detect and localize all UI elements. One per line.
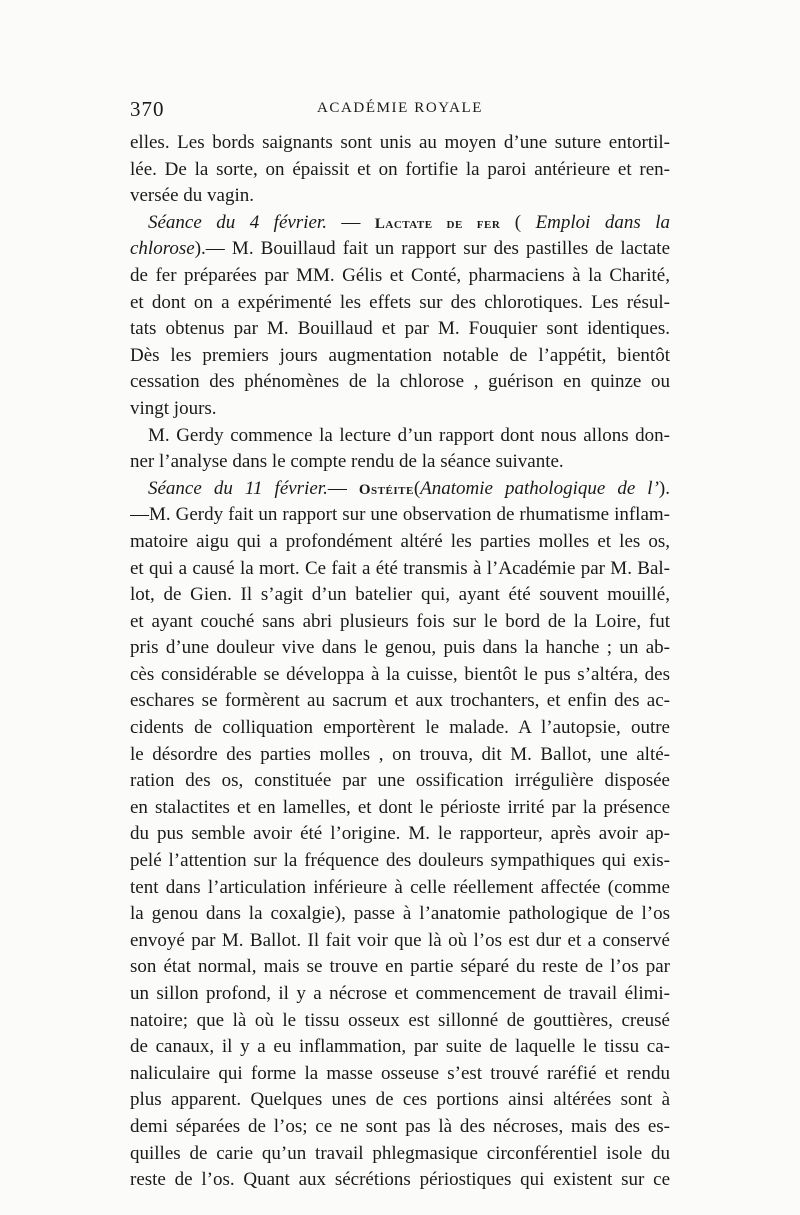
text-segment: ration des os, constituée par une ossification irrégulière disposée: [130, 770, 670, 792]
text-line: [130, 449, 670, 476]
italic-text: Séance du 4 février.: [148, 211, 327, 233]
text-line: [130, 476, 670, 503]
text-segment: la genou dans la coxalgie), passe à l’anatomie pathologique de l’os: [130, 903, 670, 925]
text-segment: naliculaire qui forme la masse osseuse s’est trouvé raréfié et rendu: [130, 1062, 670, 1084]
text-segment: reste de l’os. Quant aux sécrétions périostiques qui existent sur ce: [130, 1169, 670, 1191]
text-line: [130, 795, 670, 822]
text-line: [130, 369, 670, 396]
text-line: [130, 635, 670, 662]
text-line: [130, 1167, 670, 1194]
text-line: [130, 821, 670, 848]
text-segment: natoire; que là où le tissu osseux est sillonné de gouttières, creusé: [130, 1009, 670, 1031]
italic-text: Séance du 11 février.: [148, 477, 328, 499]
text-segment: eschares se formèrent au sacrum et aux trochanters, et enfin des ac-: [130, 690, 670, 712]
text-segment: un sillon profond, il y a nécrose et commencement de travail élimi-: [130, 983, 670, 1004]
text-segment: tent dans l’articulation inférieure à celle réellement affectée (comme: [130, 876, 670, 898]
text-line: [130, 529, 670, 556]
text-segment: son état normal, mais se trouve en partie séparé du reste de l’os par: [130, 956, 670, 978]
text-segment: et qui a causé la mort. Ce fait a été transmis à l’Académie par M. Bal-: [130, 557, 670, 579]
text-segment: ).— M. Bouillaud fait un rapport sur des pastilles de lactate: [194, 238, 670, 260]
text-segment: cès considérable se développa à la cuisse, bientôt le pus s’altéra, des: [130, 663, 670, 685]
text-segment: et ayant couché sans abri plusieurs fois sur le bord de la Loire, fut: [130, 610, 670, 632]
text-segment: plus apparent. Quelques unes de ces portions ainsi altérées sont à: [130, 1089, 670, 1111]
text-segment: M. Gerdy commence la lecture d’un rapport dont nous allons don-: [148, 424, 670, 446]
text-segment: ner l’analyse dans le compte rendu de la séance suivante.: [130, 451, 564, 473]
text-segment: lot, de Gien. Il s’agit d’un batelier qui, ayant été souvent mouillé,: [130, 584, 670, 606]
italic-text: Emploi dans la: [535, 211, 670, 233]
text-segment: vingt jours.: [130, 397, 217, 419]
text-segment: quilles de carie qu’un travail phlegmasique circonférentiel isole du: [130, 1142, 670, 1164]
text-segment: —M. Gerdy fait un rapport sur une observation de rhumatisme inflam-: [130, 504, 670, 526]
text-line: [130, 1141, 670, 1168]
text-segment: ).: [658, 477, 670, 499]
text-line: [130, 556, 670, 583]
text-line: [130, 981, 670, 1008]
text-segment: matoire aigu qui a profondément altéré les parties molles et les os,: [130, 530, 670, 552]
text-segment: tats obtenus par M. Bouillaud et par M. Fouquier sont identiques.: [130, 318, 670, 340]
text-line: [130, 875, 670, 902]
text-line: [130, 1087, 670, 1114]
text-line: [130, 210, 670, 237]
text-line: [130, 343, 670, 370]
page-number: 370: [130, 97, 165, 121]
text-segment: Dès les premiers jours augmentation notable de l’appétit, bientôt: [130, 344, 670, 366]
text-segment: lée. De la sorte, on épaissit et on fortifie la paroi antérieure et ren-: [130, 158, 670, 180]
text-segment: (: [500, 211, 536, 233]
text-segment: —: [326, 211, 375, 233]
text-line: [130, 1008, 670, 1035]
text-line: [130, 157, 670, 184]
italic-text: chlorose: [130, 238, 195, 260]
text-line: [130, 1034, 670, 1061]
text-line: [130, 130, 670, 157]
text-line: [130, 609, 670, 636]
text-segment: cidents de colliquation emportèrent le malade. A l’autopsie, outre: [130, 717, 670, 739]
text-line: [130, 236, 670, 263]
text-segment: pris d’une douleur vive dans le genou, puis dans la hanche ; un ab-: [130, 637, 670, 659]
text-line: [130, 954, 670, 981]
text-segment: du pus semble avoir été l’origine. M. le rapporteur, après avoir ap-: [130, 823, 670, 845]
text-segment: de canaux, il y a eu inflammation, par suite de laquelle le tissu ca-: [130, 1036, 670, 1058]
body-text: [130, 130, 670, 1194]
text-line: [130, 768, 670, 795]
text-segment: et dont on a expérimenté les effets sur des chlorotiques. Les résul-: [130, 291, 670, 313]
text-line: [130, 1061, 670, 1088]
running-title: ACADÉMIE ROYALE: [316, 100, 484, 116]
text-segment: en stalactites et en lamelles, et dont le périoste irrité par la présence: [130, 796, 670, 818]
page-header: [130, 97, 670, 123]
text-line: [130, 742, 670, 769]
text-line: [130, 396, 670, 423]
text-segment: demi séparées de l’os; ce ne sont pas là des nécroses, mais des es-: [130, 1115, 670, 1137]
text-line: [130, 848, 670, 875]
text-line: [130, 928, 670, 955]
text-line: [130, 582, 670, 609]
text-segment: envoyé par M. Ballot. Il fait voir que là où l’os est dur et a conservé: [130, 929, 670, 951]
italic-text: Anatomie pathologique de l’: [420, 477, 659, 499]
text-segment: elles. Les bords saignants sont unis au moyen d’une suture entortil-: [130, 132, 670, 153]
section-heading: Ostéite: [358, 481, 414, 498]
text-line: [130, 688, 670, 715]
section-heading: Lactate de fer: [374, 215, 501, 232]
text-line: [130, 1114, 670, 1141]
text-line: [130, 502, 670, 529]
text-line: [130, 316, 670, 343]
text-segment: pelé l’attention sur la fréquence des douleurs sympathiques qui exis-: [130, 850, 670, 872]
text-line: [130, 662, 670, 689]
text-segment: le désordre des parties molles , on trouva, dit M. Ballot, une alté-: [130, 743, 670, 765]
text-segment: versée du vagin.: [130, 185, 254, 207]
text-line: [130, 183, 670, 210]
text-segment: cessation des phénomènes de la chlorose , guérison en quinze ou: [130, 371, 670, 393]
text-line: [130, 423, 670, 450]
text-line: [130, 290, 670, 317]
text-segment: (: [413, 477, 421, 499]
text-line: [130, 715, 670, 742]
text-line: [130, 901, 670, 928]
text-segment: —: [327, 477, 359, 499]
text-segment: de fer préparées par MM. Gélis et Conté, pharmaciens à la Charité,: [130, 264, 670, 286]
text-line: [130, 263, 670, 290]
